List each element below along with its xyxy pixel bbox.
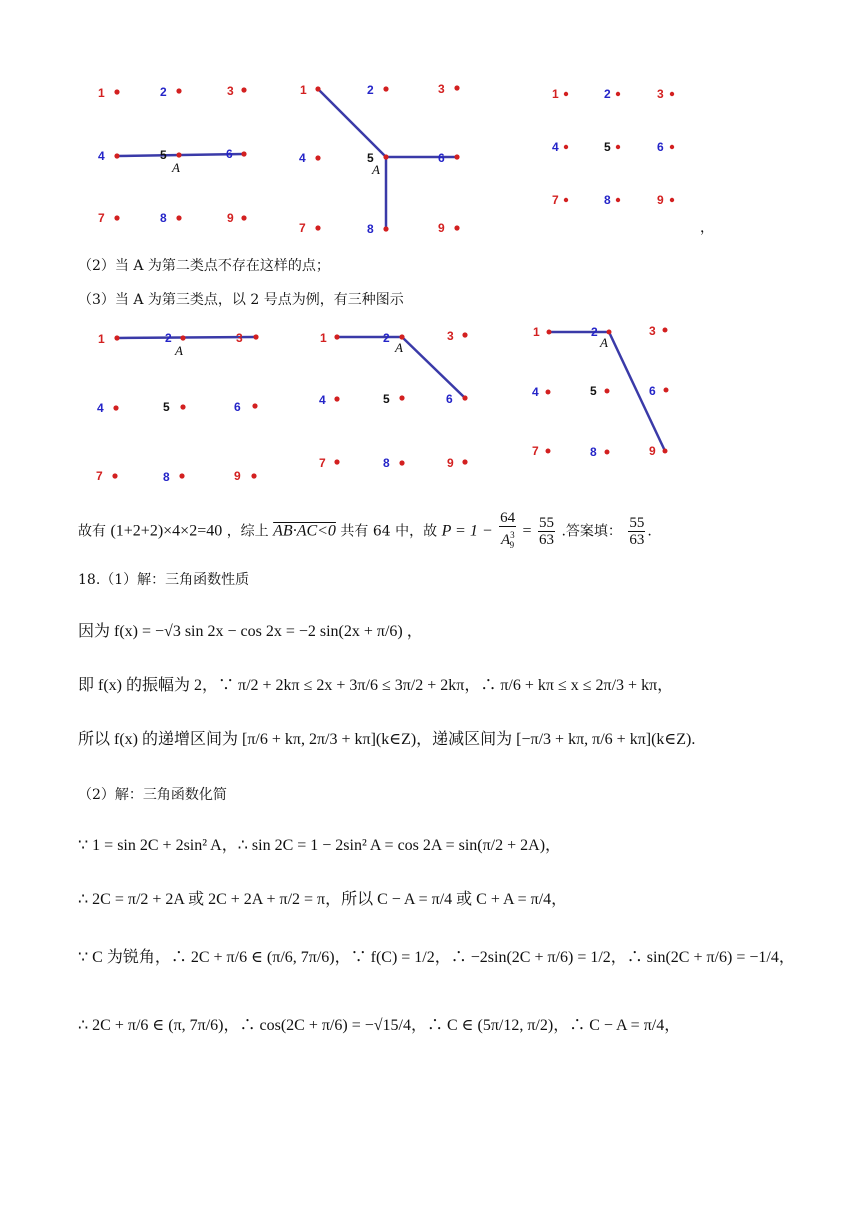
q18-line-4: ∵ 1 = sin 2C + 2sin² A，∴ sin 2C = 1 − 2sin² A = cos 2A = sin(π/2 + 2A)， xyxy=(78,837,562,854)
count-expression: (1+2+2)×4×2=40 xyxy=(110,522,223,540)
point-label: 3 xyxy=(236,331,243,345)
point-label: 3 xyxy=(227,84,234,98)
point-label: 3 xyxy=(447,329,454,343)
point-label: 9 xyxy=(447,456,454,470)
point-label: 3 xyxy=(657,87,664,101)
point-label: 1 xyxy=(300,83,307,97)
point-label: 3 xyxy=(438,82,445,96)
point-label: 5 xyxy=(604,140,611,154)
point-label: 5 xyxy=(163,400,170,414)
vector-product: AB·AC<0 xyxy=(273,522,336,540)
point-label: 6 xyxy=(438,151,445,165)
answer-label: .答案填： xyxy=(561,523,622,540)
point-label: 5 xyxy=(590,384,597,398)
point-label: 5 xyxy=(160,148,167,162)
point-label: 1 xyxy=(320,331,327,345)
answer-fraction xyxy=(628,515,645,548)
segment-2-9 xyxy=(609,332,665,451)
segment-2-6 xyxy=(402,337,465,398)
figures-canvas xyxy=(0,0,860,490)
point-label: 4 xyxy=(552,140,559,154)
point-A-label: A xyxy=(372,162,380,177)
grid-points xyxy=(552,87,674,207)
point-label: 2 xyxy=(160,85,167,99)
point-label: 8 xyxy=(160,211,167,225)
row1-figure-2 xyxy=(299,82,460,236)
grid-points xyxy=(299,82,460,236)
point-label: 8 xyxy=(163,470,170,484)
point-A-label: A xyxy=(395,340,403,355)
point-label: 7 xyxy=(552,193,559,207)
point-label: 2 xyxy=(383,331,390,345)
fraction-numerator: 64 xyxy=(500,510,516,526)
point-label: 9 xyxy=(234,469,241,483)
conclusion-mid2: 共有 64 中，故 xyxy=(340,523,438,540)
q18-line-2: 即 f(x) 的振幅为 2，∵ π/2 + 2kπ ≤ 2x + 3π/6 ≤ 3π/2 + 2kπ，∴ π/6 + kπ ≤ x ≤ 2π/3 + kπ， xyxy=(78,677,674,694)
fraction-denominator: 63 xyxy=(629,532,645,548)
point-label: 8 xyxy=(590,445,597,459)
point-label: 3 xyxy=(649,324,656,338)
row2-figure-3 xyxy=(532,324,669,459)
fraction-numerator: 55 xyxy=(539,515,555,531)
probability-expr: P = 1 − xyxy=(441,522,493,540)
conclusion-mid: ，综上 xyxy=(226,523,269,540)
q18-line-5: ∴ 2C = π/2 + 2A 或 2C + 2A + π/2 = π，所以 C − A = π/4 或 C + A = π/4， xyxy=(78,891,568,908)
point-label: 4 xyxy=(532,385,539,399)
point-label: 7 xyxy=(532,444,539,458)
point-label: 2 xyxy=(367,83,374,97)
point-label: 6 xyxy=(446,392,453,406)
q18-line-3: 所以 f(x) 的递增区间为 [π/6 + kπ, 2π/3 + kπ](k∈Z)，递减区间为 [−π/3 + kπ, π/6 + kπ](k∈Z). xyxy=(78,731,696,748)
q18-part2-title: （2）解：三角函数化简 xyxy=(78,787,227,803)
point-label: 9 xyxy=(657,193,664,207)
case-3-line: （3）当 A 为第三类点，以 2 号点为例，有三种图示 xyxy=(78,292,404,308)
segment-1-5 xyxy=(318,89,386,157)
point-label: 4 xyxy=(299,151,306,165)
point-label: 9 xyxy=(649,444,656,458)
fraction-denominator: 63 xyxy=(539,532,555,548)
point-label: 7 xyxy=(319,456,326,470)
equals-sign: = xyxy=(522,522,532,540)
row1-figure-3 xyxy=(552,87,674,207)
point-label: 1 xyxy=(533,325,540,339)
point-label: 8 xyxy=(383,456,390,470)
trailing-comma: ， xyxy=(700,220,714,236)
q18-line-1: 因为 f(x) = −√3 sin 2x − cos 2x = −2 sin(2x + π/6) ， xyxy=(78,623,423,640)
fraction-denominator: $A^3_9$ xyxy=(501,530,515,550)
point-label: 6 xyxy=(234,400,241,414)
point-label: 2 xyxy=(604,87,611,101)
point-label: 4 xyxy=(319,393,326,407)
fraction-55-63 xyxy=(538,515,555,548)
point-label: 1 xyxy=(98,332,105,346)
row2-figure-1 xyxy=(96,331,259,484)
grid-points xyxy=(319,329,468,470)
point-label: 4 xyxy=(98,149,105,163)
case-2-line: （2）当 A 为第二类点不存在这样的点； xyxy=(78,258,330,274)
point-label: 2 xyxy=(165,331,172,345)
row1-figure-1 xyxy=(98,84,247,225)
row2-figure-2 xyxy=(319,329,468,470)
conclusion-line: 故有 (1+2+2)×4×2=40 ，综上 AB·AC<0 共有 64 中，故 P = 1 − $\frac{64}{A^3_9}$ = $\frac{55}{63}$ .答案填： $\frac{55}{63}$ . xyxy=(78,510,652,553)
point-label: 6 xyxy=(226,147,233,161)
point-label: 9 xyxy=(227,211,234,225)
point-label: 5 xyxy=(383,392,390,406)
fraction-numerator: 55 xyxy=(629,515,645,531)
point-A-label: A xyxy=(172,160,180,175)
point-label: 6 xyxy=(657,140,664,154)
point-label: 5 xyxy=(367,151,374,165)
point-label: 7 xyxy=(299,221,306,235)
point-label: 7 xyxy=(98,211,105,225)
conclusion-prefix: 故有 xyxy=(78,523,106,540)
point-A-label: A xyxy=(600,335,608,350)
point-label: 8 xyxy=(367,222,374,236)
q18-line-6: ∵ C 为锐角，∴ 2C + π/6 ∈ (π/6, 7π/6)，∵ f(C) = 1/2，∴ −2sin(2C + π/6) = 1/2，∴ sin(2C + π/6) = −1/4， xyxy=(78,949,795,966)
point-label: 1 xyxy=(98,86,105,100)
q18-part1-title: 18.（1）解：三角函数性质 xyxy=(78,572,250,588)
point-label: 4 xyxy=(97,401,104,415)
point-label: 9 xyxy=(438,221,445,235)
fraction-64 xyxy=(499,510,516,553)
point-label: 1 xyxy=(552,87,559,101)
q18-line-7: ∴ 2C + π/6 ∈ (π, 7π/6)，∴ cos(2C + π/6) = −√15/4，∴ C ∈ (5π/12, π/2)，∴ C − A = π/4， xyxy=(78,1017,681,1034)
point-label: 6 xyxy=(649,384,656,398)
point-A-label: A xyxy=(175,343,183,358)
point-label: 2 xyxy=(591,325,598,339)
point-label: 7 xyxy=(96,469,103,483)
point-label: 8 xyxy=(604,193,611,207)
